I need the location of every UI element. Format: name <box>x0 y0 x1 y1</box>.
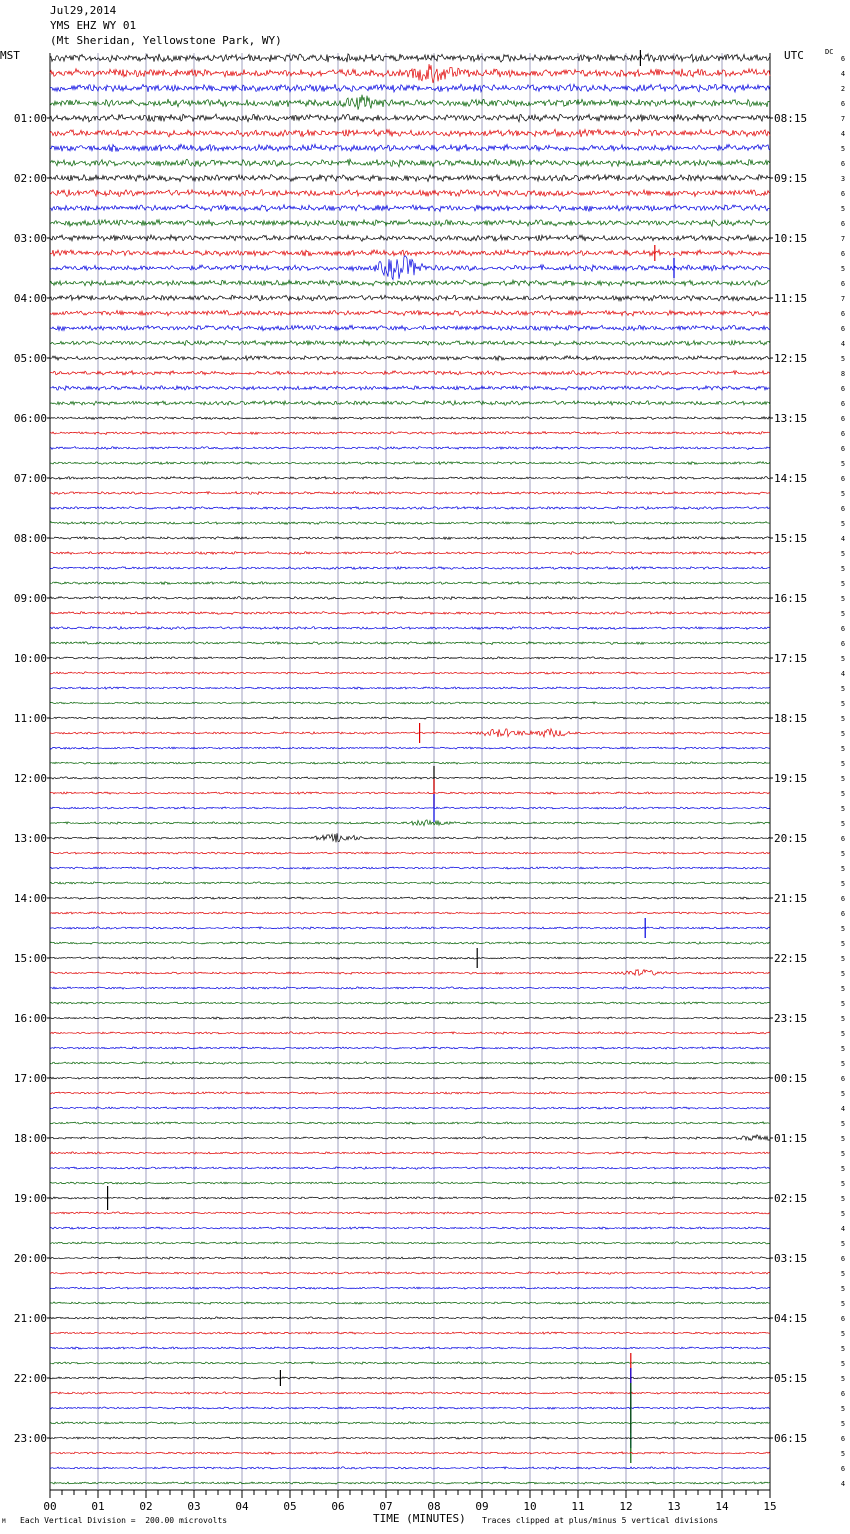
trace-row <box>50 401 770 406</box>
dc-offset-value: 5 <box>840 1030 846 1038</box>
dc-offset-value: 5 <box>840 715 846 723</box>
trace-row <box>50 340 770 345</box>
dc-offset-value: 5 <box>840 850 846 858</box>
utc-hour-label: 22:15 <box>774 952 808 965</box>
mst-hour-label: 08:00 <box>13 532 47 545</box>
mst-hour-label: 21:00 <box>13 1312 47 1325</box>
dc-offset-value: 6 <box>840 310 846 318</box>
trace-row <box>50 942 770 944</box>
trace-row <box>50 1002 770 1004</box>
trace-row <box>50 537 770 540</box>
trace-row <box>50 987 770 989</box>
dc-offset-value: 4 <box>840 130 846 138</box>
x-tick-label: 02 <box>139 1500 153 1513</box>
utc-hour-label: 12:15 <box>774 352 808 365</box>
mst-hour-label: 04:00 <box>13 292 47 305</box>
trace-row <box>50 84 770 92</box>
dc-offset-header: DC <box>825 48 834 56</box>
x-tick-label: 11 <box>571 1500 585 1513</box>
trace-row <box>50 522 770 525</box>
trace-row <box>50 114 770 122</box>
trace-row <box>50 144 770 152</box>
utc-hour-label: 03:15 <box>774 1252 808 1265</box>
dc-offset-value: 5 <box>840 1405 846 1413</box>
mst-hour-label: 02:00 <box>13 172 47 185</box>
dc-offset-value: 5 <box>840 1375 846 1383</box>
trace-row <box>50 1197 770 1199</box>
dc-offset-value: 6 <box>840 415 846 423</box>
trace-row <box>50 295 770 301</box>
trace-row <box>50 1347 770 1349</box>
trace-row <box>50 417 770 420</box>
trace-row <box>50 256 770 280</box>
dc-offset-value: 6 <box>840 475 846 483</box>
trace-row <box>50 762 770 764</box>
dc-offset-value: 5 <box>840 955 846 963</box>
mst-hour-label: 06:00 <box>13 412 47 425</box>
mst-hour-label: 13:00 <box>13 832 47 845</box>
x-tick-label: 00 <box>43 1500 57 1513</box>
trace-row <box>50 1317 770 1319</box>
trace-row <box>50 820 770 826</box>
trace-row <box>50 447 770 450</box>
utc-hour-label: 10:15 <box>774 232 808 245</box>
dc-offset-value: 5 <box>840 490 846 498</box>
dc-offset-value: 5 <box>840 1120 846 1128</box>
trace-row <box>50 957 770 959</box>
dc-offset-value: 5 <box>840 145 846 153</box>
trace-row <box>50 1242 770 1244</box>
trace-row <box>50 1017 770 1019</box>
dc-offset-value: 5 <box>840 550 846 558</box>
trace-row <box>50 477 770 480</box>
dc-offset-value: 5 <box>840 985 846 993</box>
trace-row <box>50 1272 770 1274</box>
utc-hour-label: 20:15 <box>774 832 808 845</box>
trace-row <box>50 1407 770 1409</box>
x-tick-label: 15 <box>763 1500 777 1513</box>
utc-hour-label: 16:15 <box>774 592 808 605</box>
trace-row <box>50 1092 770 1094</box>
dc-offset-value: 5 <box>840 460 846 468</box>
dc-offset-value: 5 <box>840 1330 846 1338</box>
dc-offset-value: 5 <box>840 1285 846 1293</box>
mst-hour-label: 07:00 <box>13 472 47 485</box>
dc-offset-value: 6 <box>840 910 846 918</box>
trace-row <box>50 687 770 689</box>
dc-offset-value: 5 <box>840 265 846 273</box>
dc-offset-value: 5 <box>840 745 846 753</box>
dc-offset-value: 5 <box>840 970 846 978</box>
dc-offset-value: 7 <box>840 115 846 123</box>
trace-row <box>50 1437 770 1439</box>
trace-row <box>50 792 770 794</box>
x-tick-label: 12 <box>619 1500 633 1513</box>
mst-hour-label: 11:00 <box>13 712 47 725</box>
dc-offset-value: 5 <box>840 205 846 213</box>
dc-offset-value: 6 <box>840 430 846 438</box>
utc-hour-label: 04:15 <box>774 1312 808 1325</box>
trace-row <box>50 867 770 869</box>
dc-offset-value: 6 <box>840 1075 846 1083</box>
trace-row <box>50 597 770 600</box>
trace-row <box>50 1167 770 1169</box>
dc-offset-value: 5 <box>840 1090 846 1098</box>
dc-offset-value: 6 <box>840 1465 846 1473</box>
utc-hour-label: 02:15 <box>774 1192 808 1205</box>
utc-hour-label: 09:15 <box>774 172 808 185</box>
trace-row <box>50 1257 770 1259</box>
x-tick-label: 07 <box>379 1500 393 1513</box>
trace-row <box>50 54 770 62</box>
x-tick-label: 13 <box>667 1500 681 1513</box>
dc-offset-value: 5 <box>840 880 846 888</box>
trace-row <box>50 386 770 391</box>
dc-offset-value: 5 <box>840 805 846 813</box>
trace-row <box>50 702 770 704</box>
dc-offset-value: 6 <box>840 835 846 843</box>
dc-offset-value: 6 <box>840 640 846 648</box>
dc-offset-value: 6 <box>840 385 846 393</box>
mst-hour-label: 19:00 <box>13 1192 47 1205</box>
dc-offset-value: 7 <box>840 295 846 303</box>
trace-row <box>50 1077 770 1079</box>
trace-row <box>50 1062 770 1064</box>
dc-offset-value: 6 <box>840 1315 846 1323</box>
trace-row <box>50 1212 770 1214</box>
x-tick-label: 14 <box>715 1500 729 1513</box>
utc-hour-label: 15:15 <box>774 532 808 545</box>
dc-offset-value: 5 <box>840 1195 846 1203</box>
dc-offset-value: 5 <box>840 580 846 588</box>
trace-row <box>50 129 770 137</box>
trace-row <box>50 1047 770 1049</box>
right-timezone-label: UTC <box>784 49 804 62</box>
dc-offset-value: 5 <box>840 940 846 948</box>
trace-row <box>50 852 770 854</box>
dc-offset-value: 5 <box>840 925 846 933</box>
trace-row <box>50 1107 770 1109</box>
utc-hour-label: 17:15 <box>774 652 808 665</box>
trace-row <box>50 1467 770 1469</box>
dc-offset-value: 5 <box>840 655 846 663</box>
mst-hour-label: 05:00 <box>13 352 47 365</box>
dc-offset-value: 5 <box>840 565 846 573</box>
dc-offset-value: 7 <box>840 235 846 243</box>
trace-row <box>50 807 770 809</box>
dc-offset-value: 5 <box>840 1420 846 1428</box>
utc-hour-label: 13:15 <box>774 412 808 425</box>
dc-offset-value: 6 <box>840 160 846 168</box>
dc-offset-value: 4 <box>840 70 846 78</box>
trace-row <box>50 1392 770 1394</box>
utc-hour-label: 06:15 <box>774 1432 808 1445</box>
dc-offset-value: 5 <box>840 1060 846 1068</box>
dc-offset-value: 6 <box>840 250 846 258</box>
trace-row <box>50 717 770 719</box>
trace-row <box>50 250 770 256</box>
trace-row <box>50 235 770 241</box>
trace-row <box>50 1332 770 1334</box>
dc-offset-value: 6 <box>840 505 846 513</box>
dc-offset-value: 6 <box>840 625 846 633</box>
trace-row <box>50 777 770 779</box>
dc-offset-value: 5 <box>840 700 846 708</box>
dc-offset-value: 5 <box>840 1015 846 1023</box>
station-code: YMS EHZ WY 01 <box>50 19 137 32</box>
dc-offset-value: 6 <box>840 1435 846 1443</box>
dc-offset-value: 4 <box>840 340 846 348</box>
mst-hour-label: 09:00 <box>13 592 47 605</box>
dc-offset-value: 5 <box>840 1045 846 1053</box>
dc-offset-value: 5 <box>840 595 846 603</box>
dc-offset-value: 5 <box>840 685 846 693</box>
x-tick-label: 05 <box>283 1500 297 1513</box>
utc-hour-label: 18:15 <box>774 712 808 725</box>
trace-row <box>50 64 770 83</box>
corner-mark: M <box>2 1518 6 1525</box>
mst-hour-label: 01:00 <box>13 112 47 125</box>
dc-offset-value: 6 <box>840 55 846 63</box>
dc-offset-value: 5 <box>840 1180 846 1188</box>
dc-offset-value: 5 <box>840 610 846 618</box>
x-tick-label: 08 <box>427 1500 441 1513</box>
trace-row <box>50 310 770 316</box>
trace-row <box>50 325 770 330</box>
x-tick-label: 10 <box>523 1500 537 1513</box>
trace-row <box>50 1152 770 1154</box>
dc-offset-value: 5 <box>840 1240 846 1248</box>
trace-row <box>50 552 770 555</box>
dc-offset-value: 6 <box>840 445 846 453</box>
vertical-scale-note: Each Vertical Division = 200.00 microvolts <box>20 1516 228 1525</box>
dc-offset-value: 2 <box>840 85 846 93</box>
trace-row <box>50 567 770 570</box>
mst-hour-label: 14:00 <box>13 892 47 905</box>
trace-row <box>50 280 770 286</box>
trace-row <box>50 356 770 361</box>
trace-row <box>50 220 770 227</box>
mst-hour-label: 15:00 <box>13 952 47 965</box>
dc-offset-value: 5 <box>840 1135 846 1143</box>
utc-hour-label: 05:15 <box>774 1372 808 1385</box>
dc-offset-value: 5 <box>840 775 846 783</box>
clipping-note: Traces clipped at plus/minus 5 vertical divisions <box>482 1516 719 1525</box>
trace-row <box>50 1362 770 1364</box>
trace-row <box>50 833 770 842</box>
dc-offset-value: 5 <box>840 1000 846 1008</box>
mst-hour-label: 10:00 <box>13 652 47 665</box>
dc-offset-value: 6 <box>840 190 846 198</box>
mst-hour-label: 20:00 <box>13 1252 47 1265</box>
dc-offset-value: 6 <box>840 1255 846 1263</box>
trace-row <box>50 371 770 376</box>
trace-row <box>50 747 770 749</box>
dc-offset-value: 5 <box>840 1165 846 1173</box>
utc-hour-label: 11:15 <box>774 292 808 305</box>
trace-row <box>50 912 770 914</box>
trace-row <box>50 729 770 737</box>
trace-row <box>50 507 770 510</box>
dc-offset-value: 6 <box>840 400 846 408</box>
mst-hour-label: 16:00 <box>13 1012 47 1025</box>
mst-hour-label: 03:00 <box>13 232 47 245</box>
trace-row <box>50 1482 770 1484</box>
utc-hour-label: 00:15 <box>774 1072 808 1085</box>
mst-hour-label: 23:00 <box>13 1432 47 1445</box>
x-axis-label: TIME (MINUTES) <box>373 1512 466 1525</box>
trace-row <box>50 1452 770 1454</box>
dc-offset-value: 4 <box>840 670 846 678</box>
trace-row <box>50 897 770 899</box>
dc-offset-value: 4 <box>840 1225 846 1233</box>
x-tick-label: 01 <box>91 1500 105 1513</box>
dc-offset-value: 5 <box>840 730 846 738</box>
x-tick-label: 06 <box>331 1500 345 1513</box>
trace-row <box>50 627 770 630</box>
dc-offset-value: 6 <box>840 895 846 903</box>
utc-hour-label: 19:15 <box>774 772 808 785</box>
utc-hour-label: 14:15 <box>774 472 808 485</box>
mst-hour-label: 12:00 <box>13 772 47 785</box>
mst-hour-label: 17:00 <box>13 1072 47 1085</box>
trace-row <box>50 1135 770 1141</box>
dc-offset-value: 6 <box>840 1390 846 1398</box>
dc-offset-value: 5 <box>840 1210 846 1218</box>
trace-row <box>50 205 770 212</box>
plot-date: Jul29,2014 <box>50 4 117 17</box>
trace-row <box>50 1227 770 1229</box>
mst-hour-label: 22:00 <box>13 1372 47 1385</box>
dc-offset-value: 5 <box>840 1360 846 1368</box>
dc-offset-value: 8 <box>840 370 846 378</box>
dc-offset-value: 6 <box>840 100 846 108</box>
x-tick-label: 03 <box>187 1500 201 1513</box>
trace-row <box>50 492 770 495</box>
dc-offset-value: 6 <box>840 280 846 288</box>
dc-offset-value: 6 <box>840 220 846 228</box>
dc-offset-value: 4 <box>840 535 846 543</box>
dc-offset-value: 5 <box>840 1300 846 1308</box>
x-tick-label: 04 <box>235 1500 249 1513</box>
trace-row <box>50 1302 770 1304</box>
dc-offset-value: 5 <box>840 1450 846 1458</box>
trace-row <box>50 882 770 884</box>
dc-offset-value: 4 <box>840 1105 846 1113</box>
dc-offset-value: 5 <box>840 790 846 798</box>
trace-row <box>50 175 770 182</box>
mst-hour-label: 18:00 <box>13 1132 47 1145</box>
dc-offset-value: 4 <box>840 1480 846 1488</box>
trace-row <box>50 657 770 659</box>
dc-offset-value: 5 <box>840 1345 846 1353</box>
dc-offset-value: 5 <box>840 1150 846 1158</box>
station-location: (Mt Sheridan, Yellowstone Park, WY) <box>50 34 282 47</box>
trace-row <box>50 462 770 465</box>
trace-row <box>50 159 770 167</box>
trace-row <box>50 1182 770 1184</box>
trace-row <box>50 927 770 929</box>
trace-row <box>50 190 770 197</box>
utc-hour-label: 21:15 <box>774 892 808 905</box>
utc-hour-label: 08:15 <box>774 112 808 125</box>
trace-row <box>50 642 770 645</box>
utc-hour-label: 23:15 <box>774 1012 808 1025</box>
trace-row <box>50 672 770 674</box>
dc-offset-value: 5 <box>840 865 846 873</box>
dc-offset-value: 5 <box>840 760 846 768</box>
trace-row <box>50 432 770 435</box>
dc-offset-value: 6 <box>840 325 846 333</box>
dc-offset-value: 5 <box>840 355 846 363</box>
dc-offset-value: 5 <box>840 1270 846 1278</box>
dc-offset-value: 5 <box>840 520 846 528</box>
trace-row <box>50 612 770 615</box>
trace-row <box>50 95 770 110</box>
trace-row <box>50 1122 770 1124</box>
dc-offset-value: 5 <box>840 820 846 828</box>
trace-row <box>50 970 770 976</box>
trace-row <box>50 1422 770 1424</box>
trace-row <box>50 582 770 585</box>
left-timezone-label: MST <box>0 49 20 62</box>
x-tick-label: 09 <box>475 1500 489 1513</box>
trace-row <box>50 1377 770 1379</box>
trace-row <box>50 1287 770 1289</box>
trace-row <box>50 1032 770 1034</box>
dc-offset-value: 3 <box>840 175 846 183</box>
utc-hour-label: 01:15 <box>774 1132 808 1145</box>
